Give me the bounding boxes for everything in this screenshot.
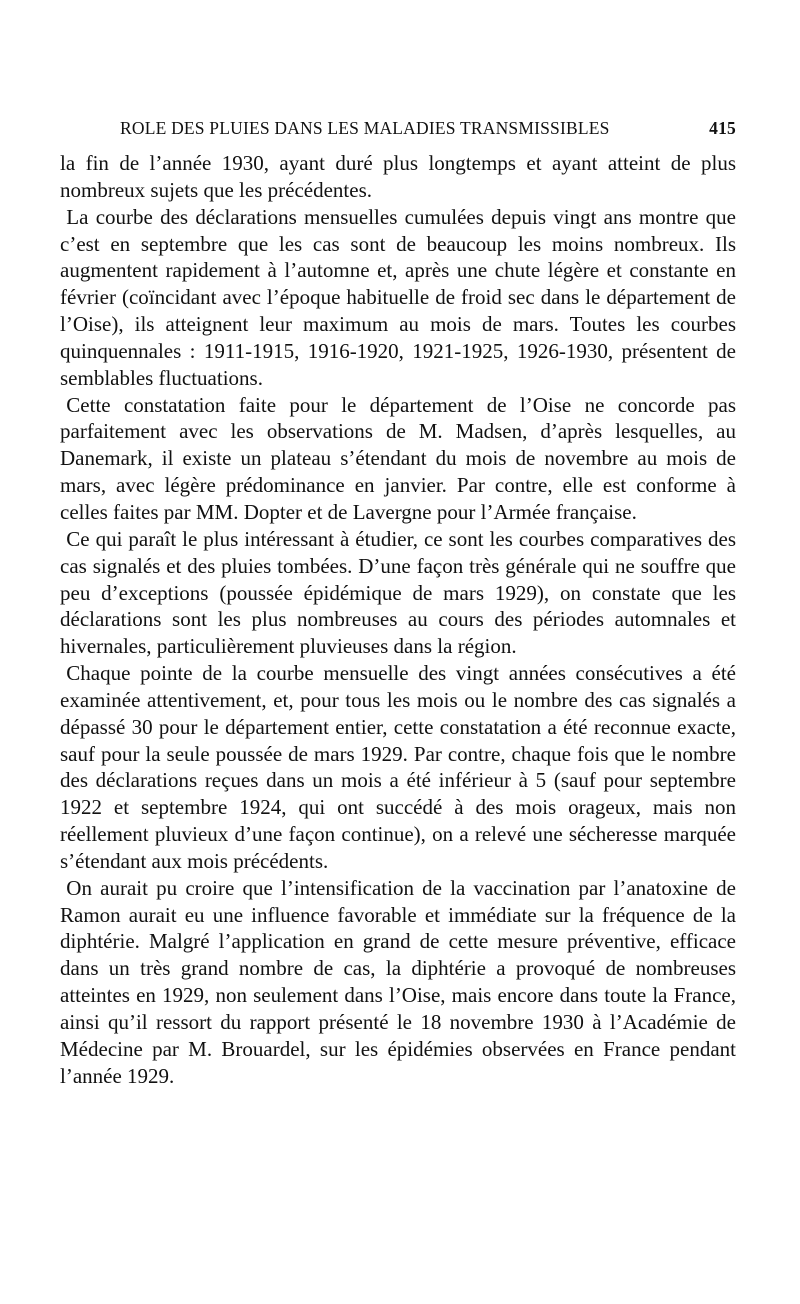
paragraph-peak-examination: Chaque pointe de la courbe mensuelle des vingt années consécutives a été examinée attentivement, et, pour tous les mois ou le nombre des cas signalés a dépassé 30 pour le département entier, cette constatation a été reconnue exacte, sauf pour la seule poussée de mars 1929. Par contre, chaque fois que le nombre des déclarations reçues dans un mois a été inférieur à 5 (sauf pour septembre 1922 et septembre 1924, qui ont succédé à des mois orageux, mais non réellement pluvieux d’une façon continue), on a relevé une sécheresse marquée s’étendant aux mois précédents. [60, 661, 736, 873]
running-title: ROLE DES PLUIES DANS LES MALADIES TRANSMISSIBLES [120, 118, 610, 138]
book-page [60, 110, 736, 1090]
paragraph-vaccination: On aurait pu croire que l’intensification de la vaccination par l’anatoxine de Ramon aurait eu une influence favorable et immédiate sur la fréquence de la diphtérie. Malgré l’application en grand de cette mesure préventive, efficace dans un très grand nombre de cas, la diphtérie a provoqué de nombreuses atteintes en 1929, non seulement dans l’Oise, mais encore dans toute la France, ainsi qu’il ressort du rapport présenté le 18 novembre 1930 à l’Académie de Médecine par M. Brouardel, sur les épidémies observées en France pendant l’année 1929. [60, 875, 736, 1088]
paragraph-continuation: la fin de l’année 1930, ayant duré plus longtemps et ayant atteint de plus nombreux sujets que les précédentes. [60, 151, 736, 202]
paragraph-rain-comparison: Ce qui paraît le plus intéressant à étudier, ce sont les courbes comparatives des cas signalés et des pluies tombées. D’une façon très générale qui ne souffre que peu d’exceptions (poussée épidémique de mars 1929), on constate que les déclarations sont les plus nombreuses au cours des périodes automnales et hivernales, particulièrement pluvieuses dans la région. [60, 526, 736, 659]
page-number: 415 [709, 118, 736, 138]
paragraph-madsen-comparison: Cette constatation faite pour le département de l’Oise ne concorde pas parfaitement avec les observations de M. Madsen, d’après lesquelles, au Danemark, il existe un plateau s’étendant du mois de novembre au mois de mars, avec légère prédominance en janvier. Par contre, elle est conforme à celles faites par MM. Dopter et de Lavergne pour l’Armée française. [60, 392, 736, 524]
running-header [60, 110, 736, 140]
paragraph-monthly-curve: La courbe des déclarations mensuelles cumulées depuis vingt ans montre que c’est en septembre que les cas sont de beaucoup les moins nombreux. Ils augmentent rapidement à l’automne et, après une chute légère et constante en février (coïncidant avec l’époque habituelle de froid sec dans le département de l’Oise), ils atteignent leur maximum au mois de mars. Toutes les courbes quinquennales : 1911-1915, 1916-1920, 1921-1925, 1926-1930, présentent de semblables fluctuations. [60, 204, 736, 390]
body-text [60, 150, 736, 1090]
